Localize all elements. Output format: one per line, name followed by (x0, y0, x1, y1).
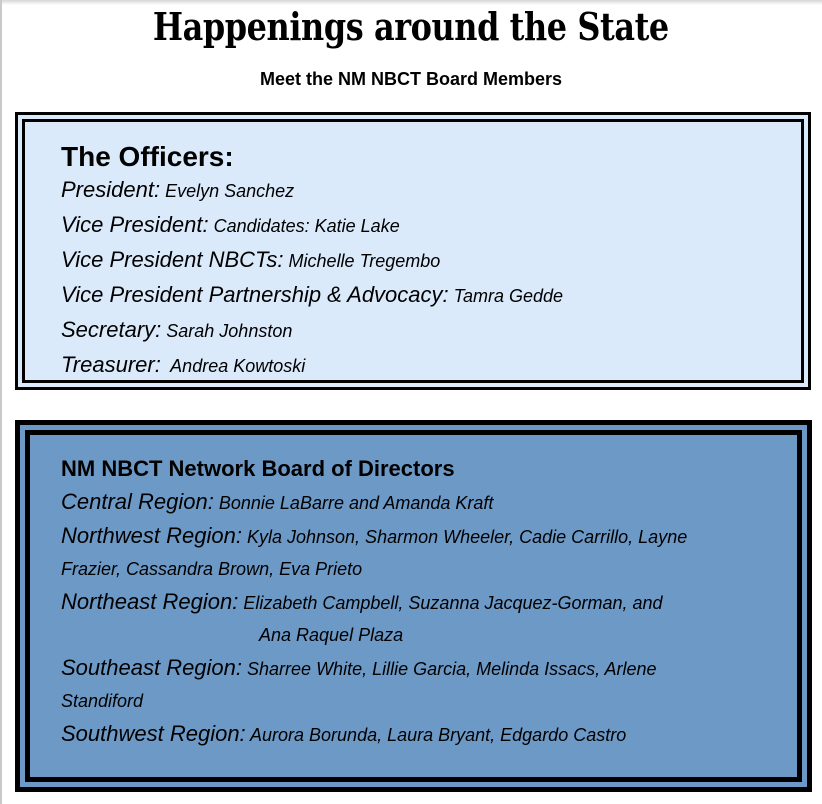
officers-inner-border (22, 119, 804, 383)
page-title: Happenings around the State (152, 4, 669, 49)
officers-box (15, 112, 811, 390)
directors-content (61, 454, 781, 752)
officer-row-treasurer (61, 349, 563, 384)
role-label: Secretary: (61, 317, 162, 342)
region-members: Elizabeth Campbell, Suzanna Jacquez-Gorman, and (238, 593, 663, 613)
region-members: Kyla Johnson, Sharmon Wheeler, Cadie Carrillo, Layne (241, 527, 688, 547)
directors-inner-border (25, 430, 802, 782)
role-name: Michelle Tregembo (283, 251, 441, 271)
role-name: Tamra Gedde (448, 286, 564, 306)
officer-row-president (61, 174, 563, 209)
region-members: Aurora Borunda, Laura Bryant, Edgardo Castro (245, 725, 627, 745)
region-members-continued: Frazier, Cassandra Brown, Eva Prieto (61, 559, 363, 579)
role-name: Evelyn Sanchez (160, 181, 295, 201)
role-name: Candidates: Katie Lake (208, 216, 400, 236)
role-label: Vice President: (61, 212, 209, 237)
region-row-northeast-continued (61, 620, 781, 652)
officer-row-vp-partnership (61, 279, 563, 314)
region-label: Northwest Region: (61, 523, 242, 548)
officer-row-vice-president (61, 209, 563, 244)
role-label: President: (61, 177, 161, 202)
region-row-southwest (61, 718, 781, 752)
role-label: Vice President NBCTs: (61, 247, 284, 272)
region-row-central (61, 486, 781, 520)
directors-box (15, 420, 812, 792)
region-row-northwest (61, 520, 781, 554)
page-subtitle: Meet the NM NBCT Board Members (259, 69, 563, 89)
role-name: Andrea Kowtoski (160, 356, 306, 376)
region-row-northwest-continued (61, 554, 781, 586)
region-label: Northeast Region: (61, 589, 239, 614)
officer-row-vp-nbcts (61, 244, 563, 279)
directors-heading: NM NBCT Network Board of Directors (61, 456, 455, 481)
region-label: Southeast Region: (61, 655, 243, 680)
region-row-southeast-continued (61, 686, 781, 718)
left-page-edge (0, 0, 2, 804)
region-members: Bonnie LaBarre and Amanda Kraft (213, 493, 494, 513)
role-label: Vice President Partnership & Advocacy: (61, 282, 449, 307)
region-label: Central Region: (61, 489, 214, 514)
role-name: Sarah Johnston (161, 321, 293, 341)
officer-row-secretary (61, 314, 563, 349)
region-members-continued: Standiford (61, 691, 144, 711)
region-row-northeast (61, 586, 781, 620)
region-label: Southwest Region: (61, 721, 246, 746)
region-members: Sharree White, Lillie Garcia, Melinda Issacs, Arlene (242, 659, 657, 679)
officers-heading: The Officers: (61, 141, 234, 172)
role-label: Treasurer: (61, 352, 161, 377)
region-row-southeast (61, 652, 781, 686)
region-members-continued: Ana Raquel Plaza (259, 625, 404, 645)
officers-content (61, 140, 563, 384)
